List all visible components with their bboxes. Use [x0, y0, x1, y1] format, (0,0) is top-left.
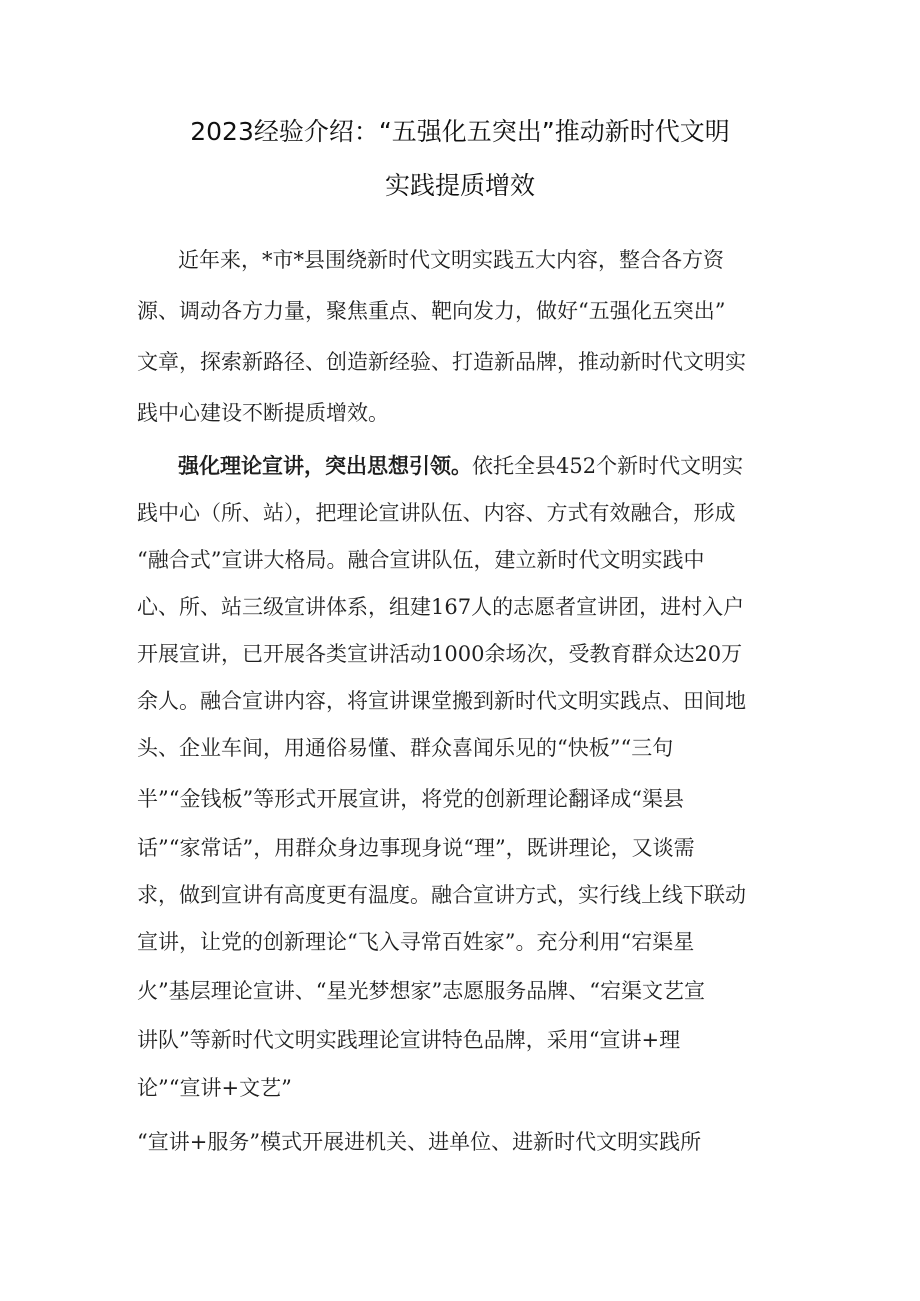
document-title-line-2: 实践提质增效 — [384, 171, 535, 200]
paragraph-text: 依托全县452个新时代文明实 — [472, 454, 744, 478]
paragraph-line: 火”基层理论宣讲、“星光梦想家”志愿服务品牌、“宕渠文艺宣 — [137, 979, 705, 1003]
paragraph-line: 心、所、站三级宣讲体系，组建167人的志愿者宣讲团，进村入户 — [137, 595, 745, 619]
paragraph-line: 求，做到宣讲有高度更有温度。融合宣讲方式，实行线上线下联动 — [137, 883, 746, 907]
paragraph-line: 开展宣讲，已开展各类宣讲活动1000余场次，受教育群众达20万 — [137, 642, 743, 666]
paragraph-line: 文章，探索新路径、创造新经验、打造新品牌，推动新时代文明实 — [137, 350, 746, 374]
paragraph-line: 话”“家常话”，用群众身边事现身说“理”，既讲理论，又谈需 — [137, 836, 695, 860]
paragraph-line: 头、企业车间，用通俗易懂、群众喜闻乐见的“快板”“三句 — [137, 736, 674, 760]
paragraph-line: 论”“宣讲+文艺” — [137, 1076, 292, 1100]
paragraph-line: 践中心建设不断提质增效。 — [137, 401, 389, 425]
paragraph-first-line — [178, 451, 743, 481]
paragraph-line: “融合式”宣讲大格局。融合宣讲队伍，建立新时代文明实践中 — [137, 548, 705, 572]
paragraph-line: 半”“金钱板”等形式开展宣讲，将党的创新理论翻译成“渠县 — [137, 787, 684, 811]
document-title-line-1: 2023经验介绍：“五强化五突出”推动新时代文明 — [190, 117, 730, 146]
paragraph-line: 余人。融合宣讲内容，将宣讲课堂搬到新时代文明实践点、田间地 — [137, 689, 746, 713]
paragraph-line: 宣讲，让党的创新理论“飞入寻常百姓家”。充分利用“宕渠星 — [137, 930, 695, 954]
paragraph-line: 近年来，*市*县围绕新时代文明实践五大内容，整合各方资 — [178, 248, 724, 272]
section-heading: 强化理论宣讲，突出思想引领。 — [178, 454, 472, 478]
paragraph-line: 讲队”等新时代文明实践理论宣讲特色品牌，采用“宣讲+理 — [137, 1028, 681, 1052]
paragraph-line: “宣讲+服务”模式开展进机关、进单位、进新时代文明实践所 — [137, 1130, 702, 1154]
paragraph-line: 源、调动各方力量，聚焦重点、靶向发力，做好“五强化五突出” — [137, 299, 726, 323]
paragraph-line: 践中心（所、站），把理论宣讲队伍、内容、方式有效融合，形成 — [137, 501, 736, 525]
